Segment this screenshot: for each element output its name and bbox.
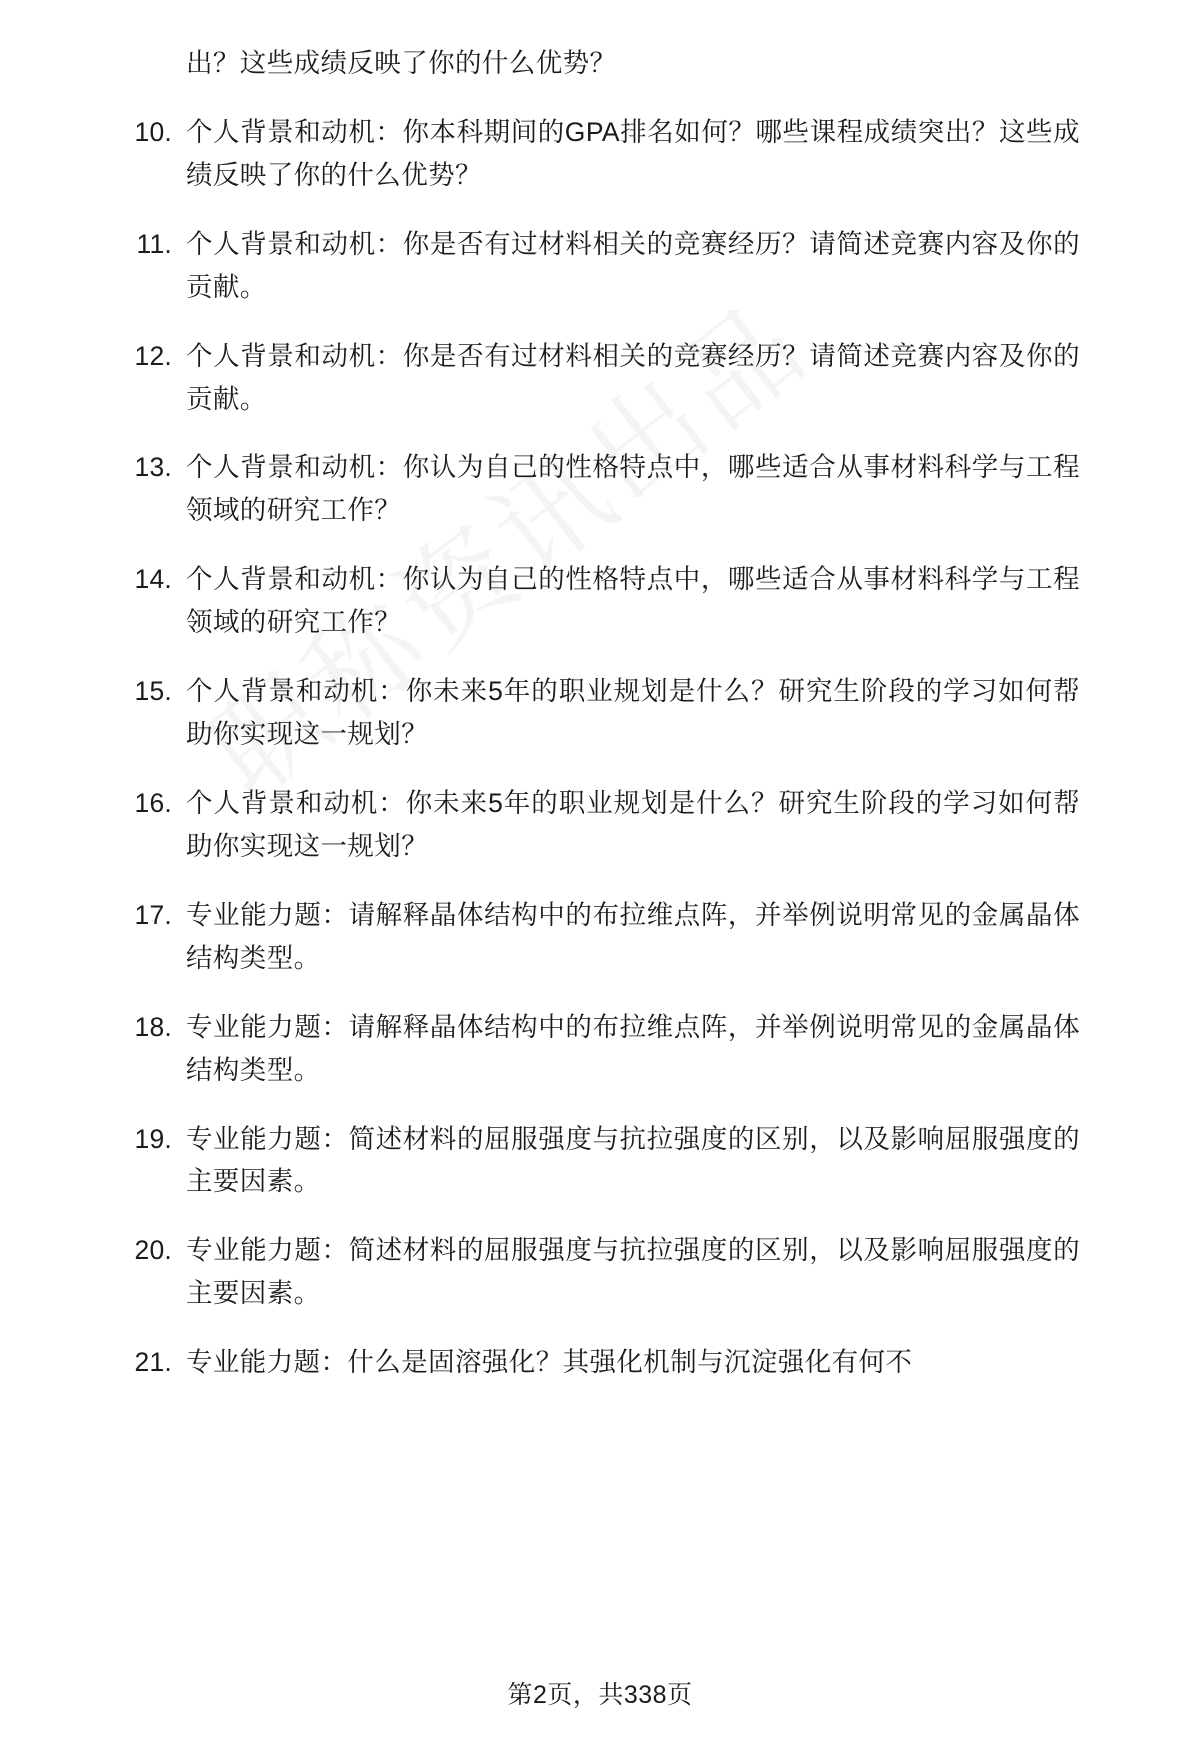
list-item-text: 个人背景和动机：你本科期间的GPA排名如何？哪些课程成绩突出？这些成绩反映了你的什么优势？ (186, 116, 1080, 190)
list-item-text: 专业能力题：简述材料的屈服强度与抗拉强度的区别，以及影响屈服强度的主要因素。 (186, 1235, 1080, 1309)
list-item (120, 1229, 1080, 1315)
list-item-text: 专业能力题：请解释晶体结构中的布拉维点阵，并举例说明常见的金属晶体结构类型。 (186, 1011, 1080, 1085)
continuation-text: 出？这些成绩反映了你的什么优势？ (186, 48, 617, 78)
list-item (120, 446, 1080, 532)
list-item-number: 15. (134, 676, 172, 707)
list-item-text: 个人背景和动机：你是否有过材料相关的竞赛经历？请简述竞赛内容及你的贡献。 (186, 228, 1080, 302)
list-item (120, 223, 1080, 309)
list-item (120, 558, 1080, 644)
list-item-number: 19. (134, 1123, 172, 1154)
list-item-text: 个人背景和动机：你是否有过材料相关的竞赛经历？请简述竞赛内容及你的贡献。 (186, 340, 1080, 414)
list-item-number: 16. (134, 787, 172, 818)
list-item (120, 670, 1080, 756)
list-item-text: 专业能力题：简述材料的屈服强度与抗拉强度的区别，以及影响屈服强度的主要因素。 (186, 1123, 1080, 1197)
list-item (120, 1006, 1080, 1092)
list-item (120, 335, 1080, 421)
list-item-number: 12. (134, 340, 172, 371)
page-footer: 第2页，共338页 (507, 1681, 693, 1709)
list-item (120, 894, 1080, 980)
list-item-number: 14. (134, 564, 172, 595)
list-item-number: 10. (134, 116, 172, 147)
list-item-text: 专业能力题：请解释晶体结构中的布拉维点阵，并举例说明常见的金属晶体结构类型。 (186, 899, 1080, 973)
list-item (120, 1341, 1080, 1384)
list-item-number: 17. (134, 899, 172, 930)
list-item (120, 782, 1080, 868)
list-item-text: 个人背景和动机：你认为自己的性格特点中，哪些适合从事材料科学与工程领域的研究工作？ (186, 452, 1080, 526)
list-item-number: 13. (134, 452, 172, 483)
list-item-number: 20. (134, 1235, 172, 1266)
list-item (120, 111, 1080, 197)
list-item (120, 1118, 1080, 1204)
question-list (120, 42, 1080, 1384)
list-item-number: 11. (136, 228, 172, 259)
list-item-text: 专业能力题：什么是固溶强化？其强化机制与沉淀强化有何不 (186, 1347, 913, 1378)
list-item-text: 个人背景和动机：你未来5年的职业规划是什么？研究生阶段的学习如何帮助你实现这一规划？ (186, 676, 1080, 750)
list-item-number: 21. (134, 1347, 172, 1378)
list-item-text: 个人背景和动机：你认为自己的性格特点中，哪些适合从事材料科学与工程领域的研究工作？ (186, 564, 1080, 638)
list-item-number: 18. (134, 1011, 172, 1042)
list-item-text: 个人背景和动机：你未来5年的职业规划是什么？研究生阶段的学习如何帮助你实现这一规划？ (186, 787, 1080, 861)
